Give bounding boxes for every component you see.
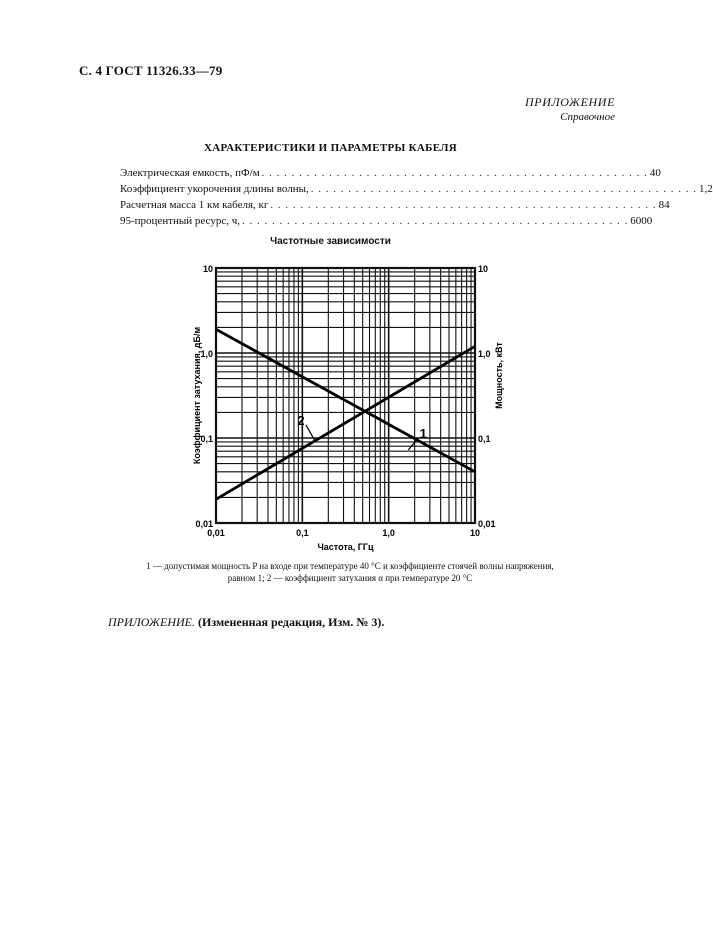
param-value: 1,2 (699, 183, 713, 195)
section-title: ХАРАКТЕРИСТИКИ И ПАРАМЕТРЫ КАБЕЛЯ (203, 142, 457, 154)
appendix-sublabel: Справочное (560, 111, 615, 123)
leader-dots: . . . . . . . . . . . . . . . . . . . . . . . . . . . . . . . . . . . . . . . . . . . . . . . . . . . . (310, 183, 697, 195)
x-axis-title: Частота, ГГц (317, 542, 374, 552)
leader-dots: . . . . . . . . . . . . . . . . . . . . . . . . . . . . . . . . . . . . . . . . . . . . . . . . . . . . (261, 167, 648, 179)
footer-note (108, 615, 384, 630)
page-header: С. 4 ГОСТ 11326.33—79 (79, 63, 223, 78)
footer-appendix: ПРИЛОЖЕНИЕ. (108, 615, 195, 629)
param-label: Электрическая емкость, пФ/м (120, 167, 260, 179)
x-tick-label: 10 (469, 528, 481, 538)
param-value: 6000 (630, 215, 653, 227)
param-label: Расчетная масса 1 км кабеля, кг (120, 199, 269, 211)
series-label-2: 2 (297, 412, 305, 428)
param-label: 95-процентный ресурс, ч, (120, 215, 240, 227)
footer-revision: (Измененная редакция, Изм. № 3). (197, 615, 385, 629)
y-left-tick-label: 10 (202, 264, 213, 274)
y-left-tick-label: 0,1 (200, 434, 213, 444)
chart-series (216, 329, 475, 499)
leader-dots: . . . . . . . . . . . . . . . . . . . . . . . . . . . . . . . . . . . . . . . . . . . . . . . . . . . . (242, 215, 629, 227)
chart-frame (216, 268, 475, 523)
y-left-axis-title: Коэффициент затухания, дБ/м (192, 326, 202, 465)
y-right-tick-label: 1,0 (478, 349, 491, 359)
x-tick-label: 0,01 (207, 528, 225, 538)
y-right-tick-label: 0,01 (478, 519, 496, 529)
series-line-1 (216, 329, 475, 472)
appendix-label: ПРИЛОЖЕНИЕ (525, 95, 615, 109)
series-line-2 (216, 346, 475, 499)
param-value: 40 (649, 167, 661, 179)
series-label-leader (408, 438, 418, 450)
y-right-axis-title: Мощность, кВт (494, 342, 504, 409)
y-left-tick-label: 0,01 (195, 519, 213, 529)
x-tick-label: 1,0 (382, 528, 395, 538)
param-label: Коэффициент укорочения длины волны, (120, 183, 309, 195)
chart-labels (192, 264, 504, 552)
series-label-1: 1 (419, 426, 427, 442)
chart-title: Частотные зависимости (270, 236, 391, 247)
leader-dots: . . . . . . . . . . . . . . . . . . . . . . . . . . . . . . . . . . . . . . . . . . . . . . . . . . . . (270, 199, 657, 211)
chart-grid (216, 268, 475, 523)
figure-caption: 1 — допустимая мощность P на входе при температуре 40 °С и коэффициенте стоячей волны напряжения, равном 1; 2 — коэффициент затухания α при температуре 20 °С (146, 561, 554, 583)
x-tick-label: 0,1 (296, 528, 309, 538)
y-left-tick-label: 1,0 (200, 349, 213, 359)
param-value: 84 (658, 199, 670, 211)
y-right-tick-label: 10 (478, 264, 489, 274)
y-right-tick-label: 0,1 (478, 434, 491, 444)
